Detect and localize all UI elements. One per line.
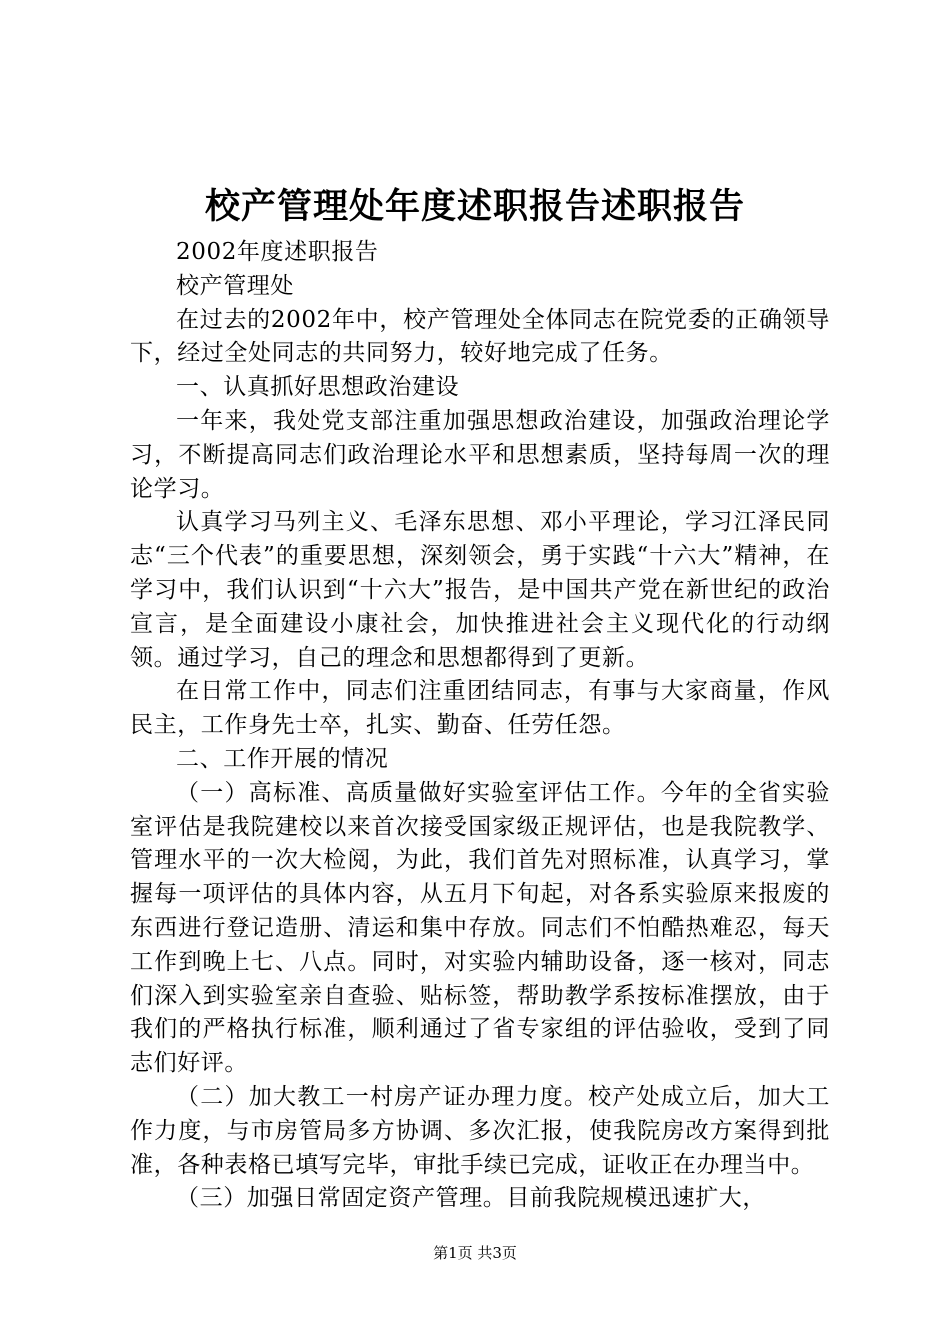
paragraph-lab-evaluation: （一）高标准、高质量做好实验室评估工作。今年的全省实验室评估是我院建校以来首次接受国家级正规评估，也是我院教学、管理水平的一次大检阅，为此，我们首先对照标准，认真学习，掌握每一项评估的具体内容，从五月下旬起，对各系实验原来报废的东西进行登记造册、清运和集中存放。同志们不怕酷热难忍，每天工作到晚上七、八点。同时，对实验内辅助设备，逐一核对，同志们深入到实验室亲自查验、贴标签，帮助教学系按标准摆放，由于我们的严格执行标准，顺利通过了省专家组的评估验收，受到了同志们好评。 [130, 779, 830, 1077]
paragraph-theory-study: 认真学习马列主义、毛泽东思想、邓小平理论，学习江泽民同志“三个代表”的重要思想，深刻领会，勇于实践“十六大”精神，在学习中，我们认识到“十六大”报告，是中国共产党在新世纪的政治宣言，是全面建设小康社会，加快推进社会主义现代化的行动纲领。通过学习，自己的理念和思想都得到了更新。 [130, 509, 830, 671]
paragraph-intro: 在过去的2002年中，校产管理处全体同志在院党委的正确领导下，经过全处同志的共同努力，较好地完成了任务。 [130, 306, 830, 367]
paragraph-property-certificate: （二）加大教工一村房产证办理力度。校产处成立后，加大工作力度，与市房管局多方协调、多次汇报，使我院房改方案得到批准，各种表格已填写完毕，审批手续已完成，证收正在办理当中。 [130, 1083, 830, 1178]
paragraph-report-heading: 2002年度述职报告 [176, 239, 379, 265]
section-heading-2: 二、工作开展的情况 [176, 745, 389, 772]
page-footer: 第1页 共3页 [433, 1244, 517, 1262]
section-heading-1: 一、认真抓好思想政治建设 [176, 374, 460, 401]
document-body [130, 236, 830, 1216]
paragraph-department: 校产管理处 [176, 272, 294, 299]
paragraph-political-study: 一年来，我处党支部注重加强思想政治建设，加强政治理论学习，不断提高同志们政治理论水平和思想素质，坚持每周一次的理论学习。 [130, 407, 830, 502]
document-title: 校产管理处年度述职报告述职报告 [204, 186, 745, 227]
paragraph-asset-management: （三）加强日常固定资产管理。目前我院规模迅速扩大， [176, 1185, 766, 1212]
paragraph-daily-work: 在日常工作中，同志们注重团结同志，有事与大家商量，作风民主，工作身先士卒，扎实、勤奋、任劳任怨。 [130, 678, 830, 739]
